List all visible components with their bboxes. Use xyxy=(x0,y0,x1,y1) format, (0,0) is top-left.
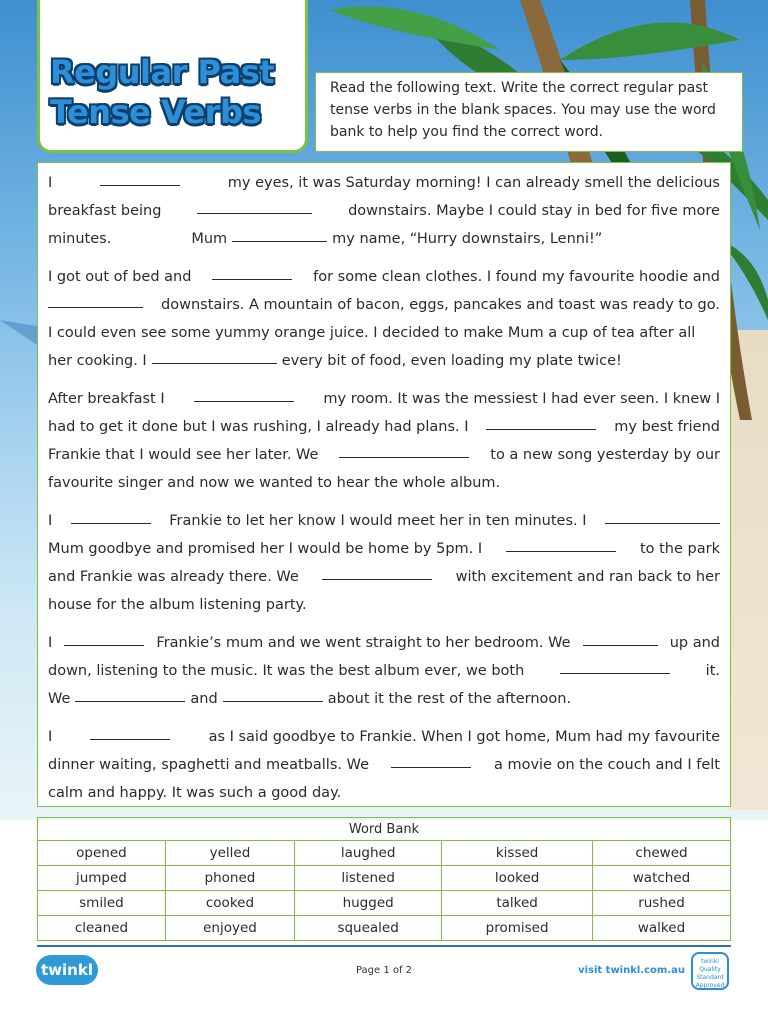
word-bank-cell: cleaned xyxy=(38,916,166,941)
text-line: Mum goodbye and promised her I would be home by 5pm. I to the park xyxy=(48,535,720,563)
answer-blank[interactable] xyxy=(71,507,151,524)
paragraph-3 xyxy=(48,385,720,497)
footer-divider xyxy=(37,945,731,947)
answer-blank[interactable] xyxy=(486,413,596,430)
word-bank-cell: rushed xyxy=(593,891,731,916)
text-line: calm and happy. It was such a good day. xyxy=(48,785,342,801)
text-line: had to get it done but I was rushing, I already had plans. I my best friend xyxy=(48,413,720,441)
word-bank-heading: Word Bank xyxy=(38,818,731,841)
text-line: I my eyes, it was Saturday morning! I can already smell the delicious xyxy=(48,169,720,197)
text-line: I as I said goodbye to Frankie. When I got home, Mum had my favourite xyxy=(48,723,720,751)
paragraph-4 xyxy=(48,507,720,619)
text-line: breakfast being downstairs. Maybe I could stay in bed for five more xyxy=(48,197,720,225)
word-bank-cell: listened xyxy=(295,866,442,891)
paragraph-2 xyxy=(48,263,720,375)
answer-blank[interactable] xyxy=(560,657,670,674)
text-line: favourite singer and now we wanted to hear the whole album. xyxy=(48,475,501,491)
website-link[interactable]: visit twinkl.com.au xyxy=(578,965,685,976)
text-line: We and about it the rest of the afternoon. xyxy=(48,685,720,713)
text-line: her cooking. I every bit of food, even loading my plate twice! xyxy=(48,347,720,375)
text-line: I Frankie’s mum and we went straight to her bedroom. We up and xyxy=(48,629,720,657)
word-bank-row xyxy=(38,916,731,941)
text-line: and Frankie was already there. We with excitement and ran back to her xyxy=(48,563,720,591)
text-line: dinner waiting, spaghetti and meatballs. We a movie on the couch and I felt xyxy=(48,751,720,779)
word-bank-table xyxy=(37,817,731,941)
quality-badge-icon: twinkl Quality Standard Approved xyxy=(691,952,729,990)
text-line: downstairs. A mountain of bacon, eggs, pancakes and toast was ready to go. xyxy=(48,291,720,319)
answer-blank[interactable] xyxy=(197,197,312,214)
text-line: I Frankie to let her know I would meet her in ten minutes. I xyxy=(48,507,720,535)
paragraph-5 xyxy=(48,629,720,713)
answer-blank[interactable] xyxy=(90,723,170,740)
instructions-box: Read the following text. Write the correct regular past tense verbs in the blank spaces. You may use the word bank to help you find the correct word. xyxy=(315,72,743,152)
answer-blank[interactable] xyxy=(75,685,185,702)
word-bank-row xyxy=(38,891,731,916)
answer-blank[interactable] xyxy=(100,169,180,186)
answer-blank[interactable] xyxy=(232,225,327,242)
page-title xyxy=(50,52,300,132)
word-bank-cell: squealed xyxy=(295,916,442,941)
text-line: minutes. Mum my name, “Hurry downstairs, Lenni!” xyxy=(48,225,720,253)
word-bank-row xyxy=(38,841,731,866)
word-bank-cell: phoned xyxy=(165,866,294,891)
word-bank-cell: chewed xyxy=(593,841,731,866)
answer-blank[interactable] xyxy=(194,385,294,402)
word-bank-cell: cooked xyxy=(165,891,294,916)
answer-blank[interactable] xyxy=(506,535,616,552)
word-bank-cell: kissed xyxy=(442,841,593,866)
word-bank-cell: hugged xyxy=(295,891,442,916)
paragraph-1 xyxy=(48,169,720,253)
title-line-2: Tense Verbs xyxy=(50,93,261,131)
word-bank-cell: enjoyed xyxy=(165,916,294,941)
answer-blank[interactable] xyxy=(583,629,658,646)
text-line: I could even see some yummy orange juice. I decided to make Mum a cup of tea after all xyxy=(48,325,696,341)
word-bank-cell: watched xyxy=(593,866,731,891)
answer-blank[interactable] xyxy=(339,441,469,458)
paragraph-6 xyxy=(48,723,720,807)
word-bank-cell: promised xyxy=(442,916,593,941)
word-bank-cell: jumped xyxy=(38,866,166,891)
word-bank-cell: opened xyxy=(38,841,166,866)
answer-blank[interactable] xyxy=(48,291,143,308)
word-bank-cell: talked xyxy=(442,891,593,916)
word-bank-cell: looked xyxy=(442,866,593,891)
answer-blank[interactable] xyxy=(64,629,144,646)
twinkl-logo[interactable]: twinkl xyxy=(36,955,98,985)
answer-blank[interactable] xyxy=(322,563,432,580)
answer-blank[interactable] xyxy=(605,507,720,524)
page-number: Page 1 of 2 xyxy=(355,965,413,976)
word-bank-row xyxy=(38,866,731,891)
answer-blank[interactable] xyxy=(223,685,323,702)
answer-blank[interactable] xyxy=(152,347,277,364)
word-bank-cell: smiled xyxy=(38,891,166,916)
word-bank-cell: walked xyxy=(593,916,731,941)
text-line: house for the album listening party. xyxy=(48,597,307,613)
text-line: After breakfast I my room. It was the messiest I had ever seen. I knew I xyxy=(48,385,720,413)
word-bank-cell: yelled xyxy=(165,841,294,866)
text-line: Frankie that I would see her later. We to a new song yesterday by our xyxy=(48,441,720,469)
text-line: down, listening to the music. It was the best album ever, we both it. xyxy=(48,657,720,685)
answer-blank[interactable] xyxy=(212,263,292,280)
answer-blank[interactable] xyxy=(391,751,471,768)
text-line: I got out of bed and for some clean clothes. I found my favourite hoodie and xyxy=(48,263,720,291)
title-line-1: Regular Past xyxy=(50,53,275,91)
story-text-box xyxy=(37,162,731,807)
word-bank-cell: laughed xyxy=(295,841,442,866)
